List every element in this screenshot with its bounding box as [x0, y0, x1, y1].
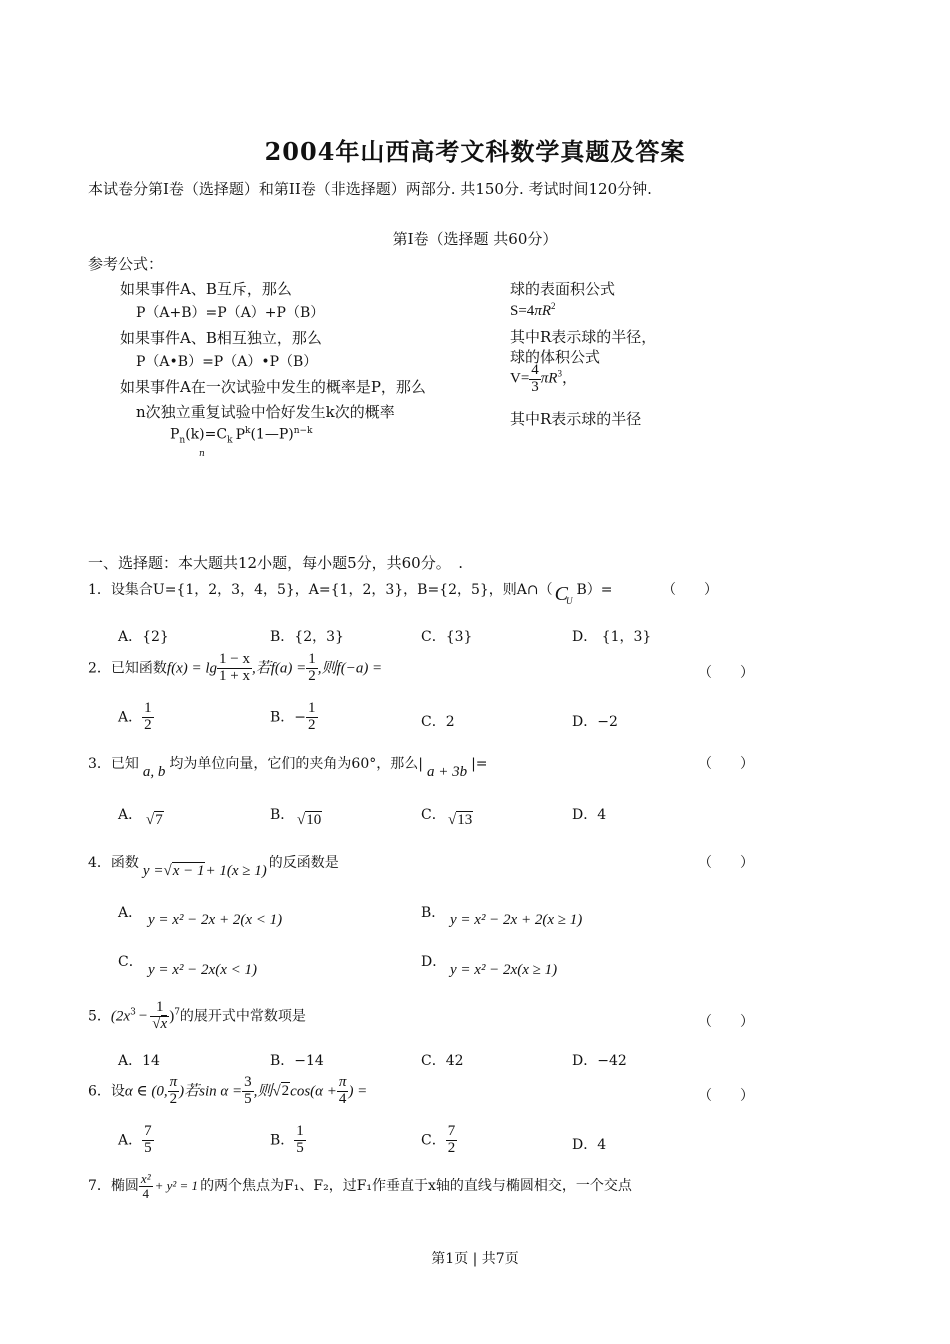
q6-option-d: D．4: [572, 1137, 607, 1153]
q2-stem: 2．已知函数f(x) = lg $\frac{1 - x}{1 + x}$ ,若f(a) = $\frac{1}{2}$ ,则f(−a) =: [88, 651, 383, 684]
q3-option-c-value: √13: [448, 812, 473, 828]
q3-option-d: D．4: [572, 807, 607, 823]
exam-intro: 本试卷分第Ⅰ卷（选择题）和第II卷（非选择题）两部分. 共150分. 考试时间120分钟.: [88, 180, 652, 198]
q3-option-b-value: √10: [297, 812, 322, 828]
q6-option-c: C． $\frac{7}{2}$: [421, 1123, 456, 1156]
q4-option-a: y = x² − 2x + 2(x < 1): [148, 912, 283, 928]
q4-option-b: y = x² − 2x + 2(x ≥ 1): [450, 912, 583, 928]
formula-bernoulli-text-2: n次独立重复试验中恰好发生k次的概率: [136, 403, 395, 421]
q2-option-a: A． $\frac{1}{2}$: [118, 700, 152, 733]
q5-answer-blank: （ ）: [698, 1014, 754, 1030]
q3-option-a: A．: [118, 807, 143, 823]
q6-stem: 6．设α ∈ (0, $\frac{\pi}{2}$ )若sin α = $\frac{3}{5}$ ,则√2cos(α + $\frac{\pi}{4}$ ) =: [88, 1074, 368, 1107]
q1-option-d: D． {1，3}: [572, 629, 652, 645]
q2-option-b: B．− $\frac{1}{2}$: [270, 700, 316, 733]
formula-bernoulli-text: 如果事件A在一次试验中发生的概率是P，那么: [120, 378, 426, 396]
q1-option-b: B．{2，3}: [270, 629, 344, 645]
q4-option-b-label: B．: [421, 905, 446, 921]
section-heading: 一、选择题：本大题共12小题，每小题5分，共60分。 .: [88, 554, 463, 572]
q2-option-d: D．−2: [572, 714, 618, 730]
formula-mutex-text: 如果事件A、B互斥，那么: [120, 280, 292, 298]
reference-formula-label: 参考公式：: [88, 255, 164, 273]
q4-answer-blank: （ ）: [698, 855, 754, 871]
formula-binomial-n: n: [199, 449, 205, 459]
q7-stem: 7．椭圆 $\frac{\text{x²}}{4}$ + y² = 1 的两个焦点为F₁、F₂，过F₁作垂直于x轴的直线与椭圆相交，一个交点: [88, 1171, 632, 1201]
q1-answer-blank: （ ）: [662, 582, 718, 598]
q5-option-b: B．−14: [270, 1053, 324, 1069]
q4-option-d: y = x² − 2x(x ≥ 1): [450, 962, 558, 978]
page-footer: 第1页 | 共7页: [431, 1251, 519, 1267]
q5-option-c: C．42: [421, 1053, 464, 1069]
q4-stem: 4．函数 y =√x − 1+ 1(x ≥ 1) 的反函数是: [88, 855, 339, 879]
q2-answer-blank: （ ）: [698, 665, 754, 681]
q4-option-a-label: A．: [118, 905, 143, 921]
q3-option-b: B．: [270, 807, 295, 823]
q3-option-c: C．: [421, 807, 446, 823]
sphere-volume-formula: V= $\frac{4}{3}$ $\pi R^3$，: [510, 362, 577, 395]
q3-answer-blank: （ ）: [698, 756, 754, 772]
q6-option-a: A． $\frac{7}{5}$: [118, 1123, 152, 1156]
q3-option-a-value: √7: [146, 812, 163, 828]
formula-independent-text: 如果事件A、B相互独立，那么: [120, 329, 322, 347]
q4-option-d-label: D．: [421, 954, 447, 970]
sphere-area-formula: $S=4\pi R^2$: [510, 301, 556, 319]
q6-option-b: B． $\frac{1}{5}$: [270, 1123, 304, 1156]
page-title: 2004年山西高考文科数学真题及答案: [264, 137, 686, 166]
formula-independent: P（A•B）=P（A）•P（B）: [136, 354, 318, 370]
q1-stem: 1．设集合U={1，2，3，4，5}，A={1，2，3}，B={2，5}，则A∩（ $C_UB)=$: [88, 582, 613, 606]
formula-mutex: P（A+B）=P（A）+P（B）: [136, 305, 325, 321]
q3-stem: 3．已知 a, b 均为单位向量，它们的夹角为60°，那么| a + 3b |=: [88, 756, 488, 780]
q1-option-a: A．{2}: [118, 629, 169, 645]
sphere-volume-label: 球的体积公式: [510, 348, 601, 366]
formula-binomial: $P_n(k)=C_k$ $P^k(1—P)^{n-k}$: [170, 426, 313, 446]
q5-option-a: A．14: [118, 1053, 160, 1069]
part1-heading: 第Ⅰ卷（选择题 共60分）: [392, 230, 558, 248]
sphere-radius-note-2: 其中R表示球的半径: [510, 410, 642, 428]
sphere-area-label: 球的表面积公式: [510, 280, 616, 298]
q1-option-c: C．{3}: [421, 629, 473, 645]
q5-option-d: D．−42: [572, 1053, 627, 1069]
q2-option-c: C．2: [421, 714, 455, 730]
q4-option-c: y = x² − 2x(x < 1): [148, 962, 257, 978]
q5-stem: 5．($2x^3$ − $\frac{1}{√x}$ )$^7$的展开式中常数项是: [88, 999, 306, 1032]
sphere-radius-note: 其中R表示球的半径，: [510, 328, 657, 346]
q6-answer-blank: （ ）: [698, 1088, 754, 1104]
q4-option-c-label: C．: [118, 954, 143, 970]
